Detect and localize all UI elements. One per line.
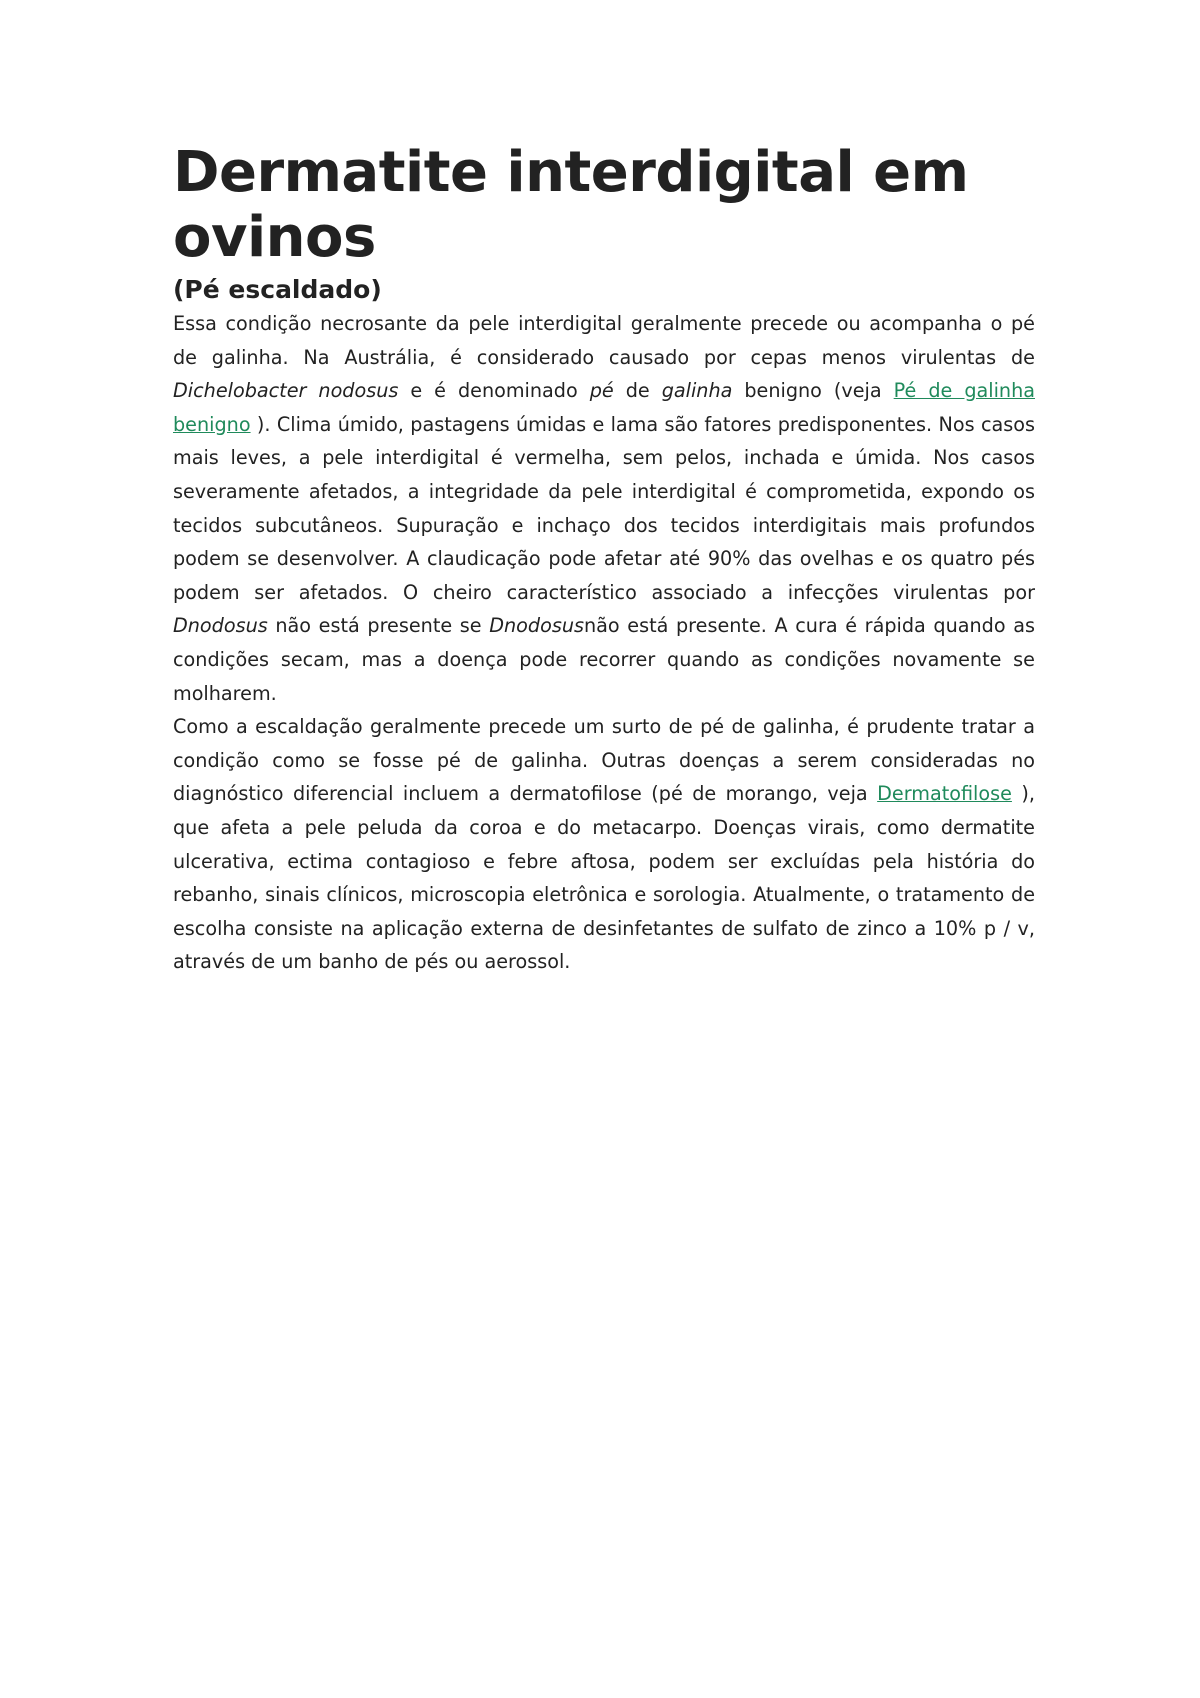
paragraph-1-text-6: ). Clima úmido, pastagens úmidas e lama são fatores predisponentes. Nos casos mais leves, a pele interdigital é vermelha, sem pelos, inchada e úmida. Nos casos severamente afetados, a integridade da pele interdigital é comprometida, expondo os tecidos subcutâneos. Supuração e inchaço dos tecidos interdigitais mais profundos podem se desenvolver. A claudicação pode afetar até 90% das ovelhas e os quatro pés podem ser afetados. O cheiro característico associado a infecções virulentas por: [173, 412, 1035, 604]
paragraph-1-text-7: não está presente se: [267, 614, 490, 638]
paragraph-1-text-3: e é denominado: [398, 379, 590, 403]
link-dermatofilose[interactable]: Dermatofilose: [877, 782, 1012, 806]
link-pe-de-galinha-benigno[interactable]: Pé de galinha benigno: [173, 379, 1035, 436]
page-subtitle: (Pé escaldado): [173, 275, 382, 304]
paragraph-1-text-5: benigno (veja: [732, 379, 894, 403]
species-name-dnodosus-1: Dnodosus: [173, 614, 268, 638]
term-pe: pé: [589, 379, 614, 403]
paragraph-1-text-4: de: [613, 379, 662, 403]
species-name-epithet: nodosus: [318, 379, 399, 403]
paragraph-1-text-2: [306, 379, 318, 402]
page-title: Dermatite interdigital em ovinos: [173, 140, 969, 270]
paragraph-2-text-2: ), que afeta a pele peluda da coroa e do metacarpo. Doenças virais, como dermatite ulcerativa, ectima contagioso e febre aftosa, podem ser excluídas pela história do rebanho, sinais clínicos, microscopia eletrônica e sorologia. Atualmente, o tratamento de escolha consiste na aplicação externa de desinfetantes de sulfato de zinco a 10% p / v, através de um banho de pés ou aerossol.: [173, 782, 1035, 974]
paragraph-1-text-1: Essa condição necrosante da pele interdigital geralmente precede ou acompanha o pé de galinha. Na Austrália, é considerado causado por cepas menos virulentas de: [173, 312, 1035, 369]
term-galinha: galinha: [661, 379, 733, 403]
paragraph-2: [173, 710, 1035, 979]
paragraph-1-text-8: não está presente. A cura é rápida quando as condições secam, mas a doença pode recorrer quando as condições novamente se molharem.: [173, 614, 1035, 705]
species-name-genus: Dichelobacter: [173, 379, 307, 403]
paragraph-2-text-1: Como a escaldação geralmente precede um surto de pé de galinha, é prudente tratar a condição como se fosse pé de galinha. Outras doenças a serem consideradas no diagnóstico diferencial incluem a dermatofilose (pé de morango, veja: [173, 715, 1035, 806]
paragraph-1: [173, 307, 1035, 710]
document-page: [173, 140, 1035, 979]
species-name-dnodosus-2: Dnodosus: [489, 614, 584, 638]
